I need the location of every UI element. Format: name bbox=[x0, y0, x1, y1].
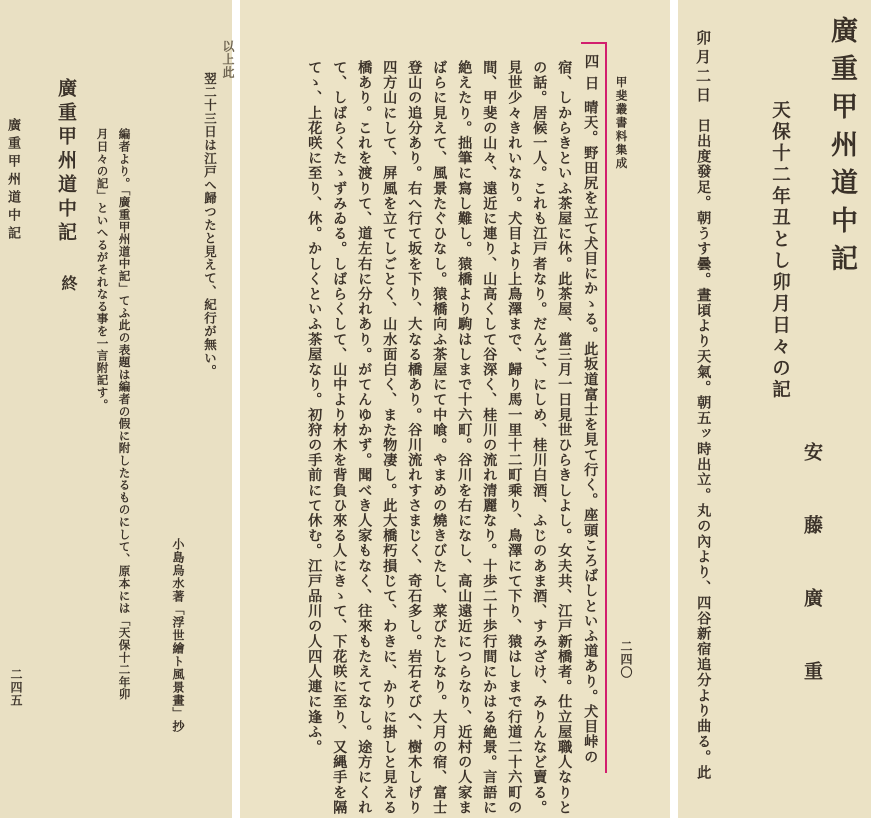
source-line: 小島烏水著「浮世繪ト風景畫」抄 bbox=[171, 538, 185, 733]
body-line: 登山の追分あり。右へ行て坂を下り、大なる橋あり。谷川流れすさまじく、奇石多し。岩石そびへ、樹木しげり bbox=[406, 60, 423, 815]
edge-fragment: 以上此 bbox=[221, 40, 235, 79]
body-line: 宿、しからきといふ茶屋に休。此茶屋、當三月一日見世ひらきしよし。女夫共、江戸新橋者。仕立屋職人なりと bbox=[556, 60, 573, 815]
body-line: 晴天。野田尻を立て犬目にかゝる。此坂道富士を見て行く。座頭ころばしといふ道あり。犬目峠の bbox=[582, 100, 599, 765]
subtitle: 天保十二年丑とし卯月日々の記 bbox=[769, 100, 791, 401]
body-line: て、しばらくたゝずみゐる。しばらくして、山中より材木を背負ひ來る人にきゝて、下花咲に至り、又縄手を隔 bbox=[331, 60, 348, 815]
page-number: 二四五 bbox=[9, 668, 23, 707]
closing-line: 翌二十三日は江戸へ歸つたと見えて、紀行が無い。 bbox=[202, 72, 218, 378]
body-line: 絶えたり。拙筆に寫し難し。猿橋より駒はしまで十六町。谷川を右になし、高山遠近につらなり、近村の人家ま bbox=[456, 60, 473, 815]
left-page bbox=[0, 0, 235, 818]
middle-page bbox=[240, 0, 670, 818]
body-line: 見世少々きれいなり。犬目より上鳥澤まで、歸り馬一里十二町乘り、鳥澤にて下り、猿はしまで行道二十六町の bbox=[506, 60, 523, 815]
page-number: 二四〇 bbox=[619, 640, 633, 679]
right-page bbox=[678, 0, 871, 818]
editor-note-line: 編者より。「廣重甲州道中記」てふ此の表題は編者の假に附したるものにして、原本には「天保十二年卯 bbox=[117, 128, 132, 701]
running-head: 甲斐叢書料集成 bbox=[614, 76, 629, 171]
end-mark: 終 bbox=[59, 275, 78, 291]
main-title: 廣重甲州道中記 bbox=[826, 16, 857, 282]
body-line: の話。居候一人。これも江戸者なり。だんご、にしめ、桂川白酒、ふじのあま酒、すみざけ、みりんなど賣る。 bbox=[531, 60, 548, 815]
title-end: 廣重甲州道中記 bbox=[55, 78, 77, 246]
day-label: 卯月二日 bbox=[694, 30, 712, 106]
body-line: てゝ、上花咲に至り、休。かしくといふ茶屋なり。初狩の手前にて休む。江戸品川の人四人連に逢ふ。 bbox=[306, 60, 323, 755]
day-label: 四日 bbox=[582, 54, 600, 97]
running-head: 廣重甲州道中記 bbox=[5, 118, 20, 244]
body-line: 日出度發足。朝うす曇。晝頃より天氣。朝五ッ時出立。丸の內より、四谷新宿追分より曲る。此 bbox=[695, 118, 712, 781]
author: 安藤廣重 bbox=[801, 442, 823, 734]
body-line: 間、甲斐の山々、遠近に連り、山高くして谷深く、桂川の流れ清麗なり。十歩二十歩行間にかはる絶景。言語に bbox=[481, 60, 498, 815]
editor-note-line: 月日々の記」といへるがそれなる事を一言附記す。 bbox=[95, 128, 110, 411]
body-line: 橋あり。これを渡りて、道左右に分れあり。がてんゆかず。聞べき人家もなく、往來もたえてなし。途方にくれ bbox=[356, 60, 373, 815]
body-line: ばらに見えて、風景たぐひなし。猿橋向ふ茶屋にて中喰。やまめの燒きびたし、菜びたしなり。大月の宿、富士 bbox=[431, 60, 448, 815]
highlight-bar bbox=[605, 42, 607, 773]
highlight-bar bbox=[581, 42, 606, 44]
body-line: 四方山にして、屏風を立てしごとく、山水面白く、また物凄し。此大橋朽損じて、わきに、かりに掛しと見える bbox=[381, 60, 398, 815]
